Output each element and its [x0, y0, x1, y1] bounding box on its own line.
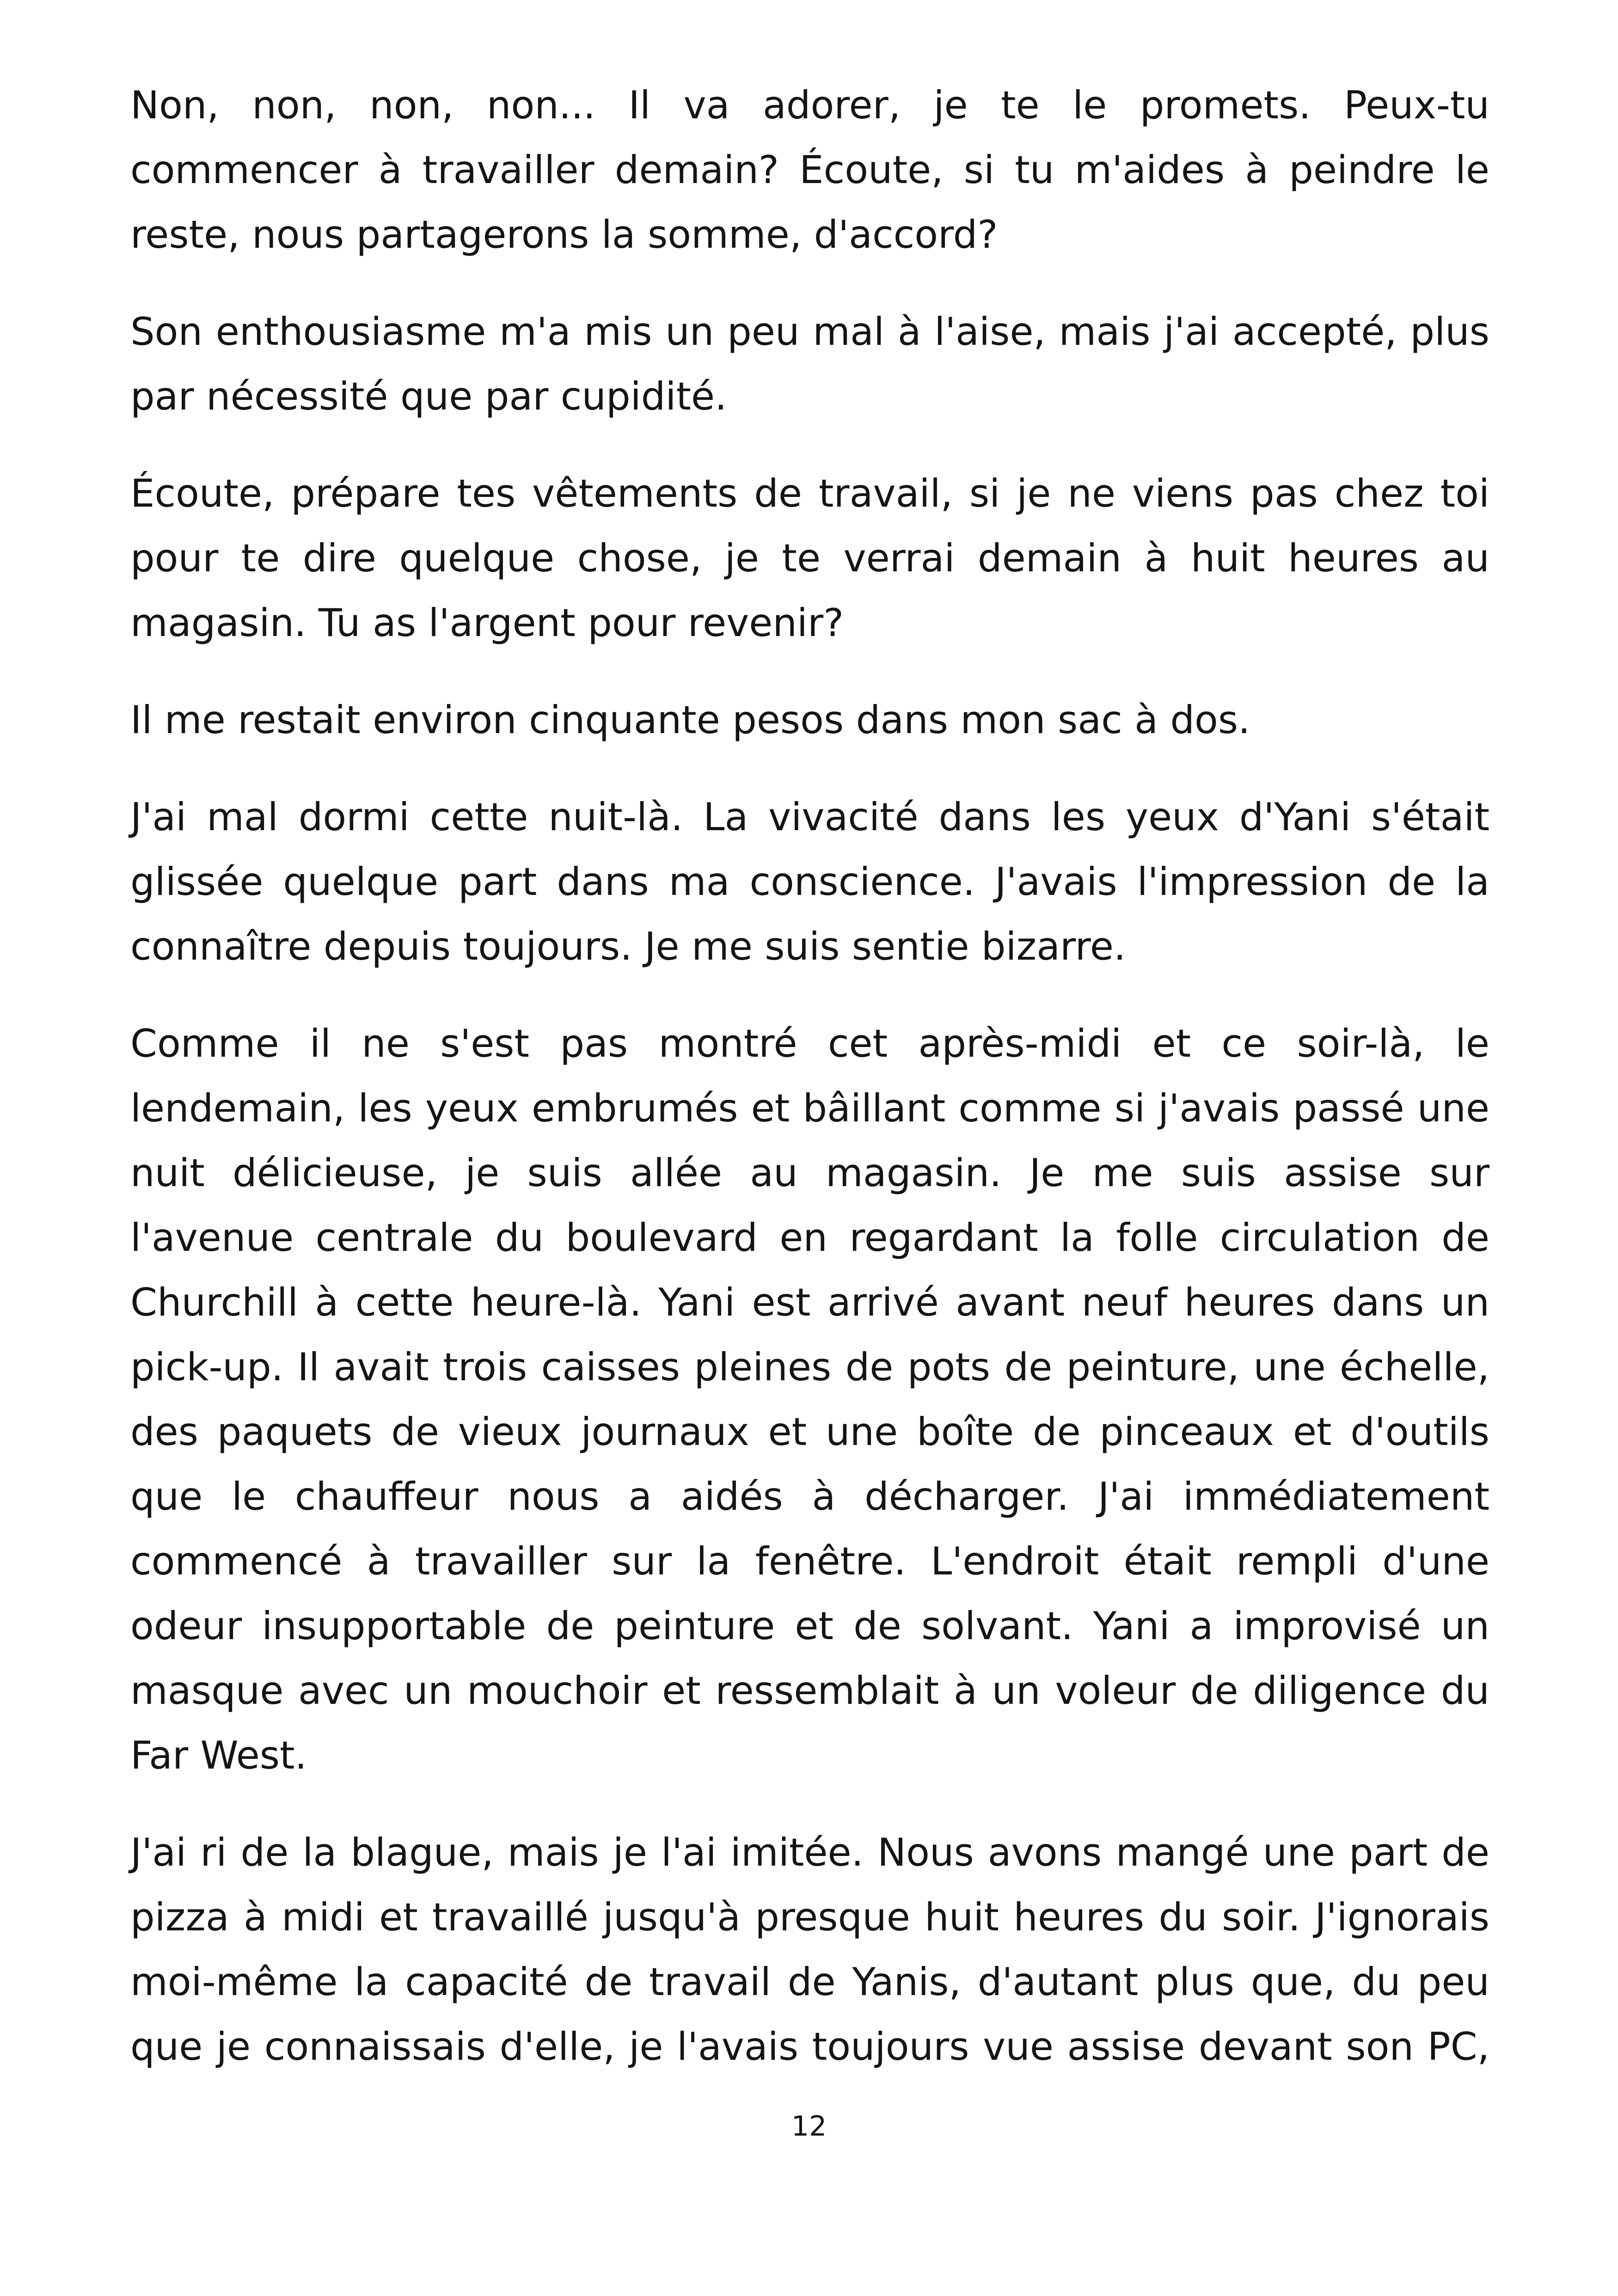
paragraph-1: Non, non, non, non... Il va adorer, je te le promets. Peux-tu commencer à travailler demain? Écoute, si tu m'aides à peindre le reste, nous partagerons la somme, d'accord? — [130, 83, 1489, 257]
paragraph-2: Son enthousiasme m'a mis un peu mal à l'aise, mais j'ai accepté, plus par nécessité que par cupidité. — [130, 309, 1489, 419]
page-body — [130, 73, 1489, 2112]
page-number: 12 — [791, 2110, 827, 2143]
paragraph-6: Comme il ne s'est pas montré cet après-midi et ce soir-là, le lendemain, les yeux embrumés et bâillant comme si j'avais passé une nuit délicieuse, je suis allée au magasin. Je me suis assise sur l'avenue centrale du boulevard en regardant la folle circulation de Churchill à cette heure-là. Yani est arrivé avant neuf heures dans un pick-up. Il avait trois caisses pleines de pots de peinture, une échelle, des paquets de vieux journaux et une boîte de pinceaux et d'outils que le chauffeur nous a aidés à décharger. J'ai immédiatement commencé à travailler sur la fenêtre. L'endroit était rempli d'une odeur insupportable de peinture et de solvant. Yani a improvisé un masque avec un mouchoir et ressemblait à un voleur de diligence du Far West. — [130, 1021, 1489, 1778]
paragraph-4: Il me restait environ cinquante pesos dans mon sac à dos. — [130, 698, 1250, 742]
paragraph-7: J'ai ri de la blague, mais je l'ai imitée. Nous avons mangé une part de pizza à midi et travaillé jusqu'à presque huit heures du soir. J'ignorais moi-même la capacité de travail de Yanis, d'autant plus que, du peu que je connaissais d'elle, je l'avais toujours vue assise devant son PC, — [130, 1830, 1489, 2069]
paragraph-3: Écoute, prépare tes vêtements de travail, si je ne viens pas chez toi pour te dire quelque chose, je te verrai demain à huit heures au magasin. Tu as l'argent pour revenir? — [130, 471, 1489, 645]
paragraph-5: J'ai mal dormi cette nuit-là. La vivacité dans les yeux d'Yani s'était glissée quelque part dans ma conscience. J'avais l'impression de la connaître depuis toujours. Je me suis sentie bizarre. — [130, 795, 1489, 969]
